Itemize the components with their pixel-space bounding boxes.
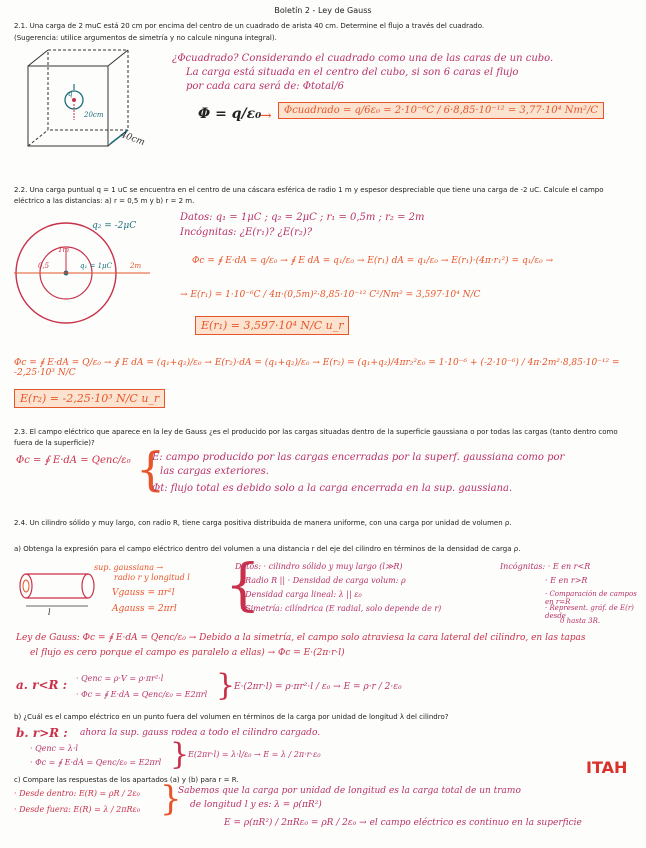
label-length: l <box>48 608 51 617</box>
question-2-4-c: c) Compare las respuestas de los apartados (a) y (b) para r = R. <box>14 776 239 784</box>
equation-2-3: Φc = ∮ E·dA = Qenc/ε₀ <box>16 455 131 466</box>
equation-2-2-a: Φc = ∮ E·dA = q/ε₀ → ∮ E dA = q₁/ε₀ → E(r₁) dA = q₁/ε₀ → E(r₁)·(4π·r₁²) = q₁/ε₀ → <box>192 256 554 266</box>
question-2-4-a: a) Obtenga la expresión para el campo eléctrico dentro del volumen a una distancia r del eje del cilindro en términos de la densidad de carga ρ. <box>14 545 521 553</box>
incog-2-4-5: 0 hasta 3R. <box>560 617 601 625</box>
c-line-4: de longitud l y es: λ = ρ(πR²) <box>190 800 322 810</box>
a-result: E·(2πr·l) = ρ·πr²·l / ε₀ → E = ρ·r / 2·ε₀ <box>234 682 402 692</box>
gauss-law: Ley de Gauss: Φc = ∮ E·dA = Qenc/ε₀ → Debido a la simetría, el campo solo atraviesa la cara lateral del cilindro, en las tapas <box>16 633 586 643</box>
answer-2-3-a: E: campo producido por las cargas encerradas por la superf. gaussiana como por <box>152 452 565 463</box>
question-2-4-b: b) ¿Cuál es el campo eléctrico en un punto fuera del volumen en términos de la carga por unidad de longitud λ del cilindro? <box>14 713 449 721</box>
brace-icon: { <box>225 553 261 618</box>
result-box-2-2-a: E(r₁) = 3,597·10⁴ N/C u_r <box>195 316 349 335</box>
question-2-3: 2.3. El campo eléctrico que aparece en la ley de Gauss ¿es el producido por las cargas situadas dentro de la superficie gaussiana o por todas las cargas (tanto dentro como fuera de la superficie)? <box>14 428 618 447</box>
label-vgauss: Vgauss = πr²l <box>112 588 175 598</box>
incog-2-4-4: · Represent. gráf. de E(r) desde <box>545 604 634 620</box>
a-equation-2: · Φc = ∮ E·dA = Qenc/ε₀ = E2πrl <box>76 690 208 699</box>
c-line-2: · Desde fuera: E(R) = λ / 2πRε₀ <box>14 805 141 814</box>
brace-icon: } <box>216 668 236 703</box>
label-radio: radio r y longitud l <box>114 573 190 582</box>
arrow-icon: → <box>260 108 272 124</box>
note-2-1-b: La carga está situada en el centro del cubo, si son 6 caras el flujo <box>186 67 519 78</box>
a-equation-1: · Qenc = ρ·V = ρ·πr²·l <box>76 674 164 683</box>
incog-2-4-2: · E en r>R <box>545 576 588 585</box>
datos-2-4-2: · Radio R || · Densidad de carga volum: ρ <box>240 576 406 585</box>
question-2-4: 2.4. Un cilindro sólido y muy largo, con radio R, tiene carga positiva distribuida de manera uniforme, con una carga por unidad de volumen ρ. <box>14 519 512 527</box>
label-sup-gaussiana: sup. gaussiana → <box>94 563 164 572</box>
incog-2-4-3: · Comparación de campos en r=R <box>545 590 637 606</box>
datos-2-4-1: Datos: · cilindro sólido y muy largo (l≫R) <box>235 562 403 571</box>
c-line-3: Sabemos que la carga por unidad de longitud es la carga total de un tramo <box>178 786 521 796</box>
incognitas-2-2: Incógnitas: ¿E(r₁)? ¿E(r₂)? <box>180 227 313 238</box>
result-box-2-2-b: E(r₂) = -2,25·10³ N/C u_r <box>14 389 165 408</box>
brace-icon: { <box>136 442 166 496</box>
brace-icon: } <box>170 737 190 772</box>
stamp-logo: ITAH <box>586 758 628 777</box>
label-20cm: 20cm <box>84 111 104 119</box>
label-b-case: b. r>R : <box>16 726 68 740</box>
label-1m: 1m <box>58 246 70 254</box>
hint-2-1: (Sugerencia: utilice argumentos de simetría y no calcule ninguna integral). <box>14 34 277 42</box>
answer-2-3-b: las cargas exteriores. <box>160 466 269 477</box>
b-equation-2: · Φc = ∮ E·dA = Qenc/ε₀ = E2πrl <box>30 758 162 767</box>
question-2-2: 2.2. Una carga puntual q = 1 uC se encuentra en el centro de una cáscara esférica de radio 1 m y espesor despreciable que tiene una carga de -2 uC. Calcule el campo eléctrico a las distancias: a) r = 0,5 m y b) r = 2 m. <box>14 186 604 205</box>
label-2m: 2m <box>130 262 142 270</box>
note-2-1-a: ¿Φcuadrado? Considerando el cuadrado como una de las caras de un cubo. <box>172 53 554 64</box>
c-line-1: · Desde dentro: E(R) = ρR / 2ε₀ <box>14 789 140 798</box>
b-result: E(2πr·l) = λ·l/ε₀ → E = λ / 2π·r·ε₀ <box>188 750 321 759</box>
result-box-2-1: Φcuadrado = q/6ε₀ = 2·10⁻⁶C / 6·8,85·10⁻¹² = 3,77·10⁴ Nm²/C <box>278 102 604 119</box>
cylinder-diagram <box>16 570 96 610</box>
note-2-1-c: por cada cara será de: Φtotal/6 <box>186 81 344 92</box>
cube-diagram <box>0 44 170 164</box>
answer-2-3-c: Φt: flujo total es debido solo a la carga encerrada en la sup. gaussiana. <box>152 483 513 494</box>
label-q2: q₂ = -2μC <box>92 221 137 231</box>
page-title: Boletín 2 - Ley de Gauss <box>274 6 372 15</box>
datos-2-4-3: · Densidad carga lineal: λ || ε₀ <box>240 590 362 599</box>
label-q1: q₁ = 1μC <box>80 262 112 270</box>
datos-2-2: Datos: q₁ = 1μC ; q₂ = 2μC ; r₁ = 0,5m ; r₂ = 2m <box>180 212 425 223</box>
label-0-5: 0,5 <box>38 262 50 270</box>
question-2-1: 2.1. Una carga de 2 muC está 20 cm por encima del centro de un cuadrado de arista 40 cm. Determine el flujo a través del cuadrado. <box>14 22 485 30</box>
phi-equation: Φ = q/ε₀ <box>198 106 262 122</box>
b-equation-1: · Qenc = λ·l <box>30 744 78 753</box>
equation-2-2-b: → E(r₁) = 1·10⁻⁶C / 4π·(0,5m)²·8,85·10⁻¹² C²/Nm² = 3,597·10⁴ N/C <box>180 290 481 300</box>
b-text: ahora la sup. gauss rodea a todo el cilindro cargado. <box>80 728 321 738</box>
sphere-diagram <box>10 218 160 328</box>
gauss-law-2: el flujo es cero porque el campo es paralelo a ellas) → Φc = E·(2π·r·l) <box>30 648 345 658</box>
label-a-case: a. r<R : <box>16 678 68 692</box>
brace-icon: } <box>160 779 182 819</box>
c-line-5: E = ρ(πR²) / 2πRε₀ = ρR / 2ε₀ → el campo eléctrico es continuo en la superficie <box>224 818 582 828</box>
label-agauss: Agauss = 2πrl <box>112 604 177 614</box>
incog-2-4-1: Incógnitas: · E en r<R <box>500 562 591 571</box>
label-q-charge: q <box>68 90 73 98</box>
datos-2-4-4: · Simetría: cilíndrica (E radial, solo depende de r) <box>240 604 442 613</box>
equation-2-2-c: Φc = ∮ E·dA = Q/ε₀ → ∮ E dA = (q₁+q₂)/ε₀ → E(r₂)·dA = (q₁+q₂)/ε₀ → E(r₂) = (q₁+q₂)/4πr₂²ε₀ = 1·10⁻⁶ + (-2·10⁻⁶) / 4π·2m²·8,85·10⁻¹² = -2,25·10³ N/C <box>14 358 620 378</box>
label-40cm: 40cm <box>119 130 146 148</box>
